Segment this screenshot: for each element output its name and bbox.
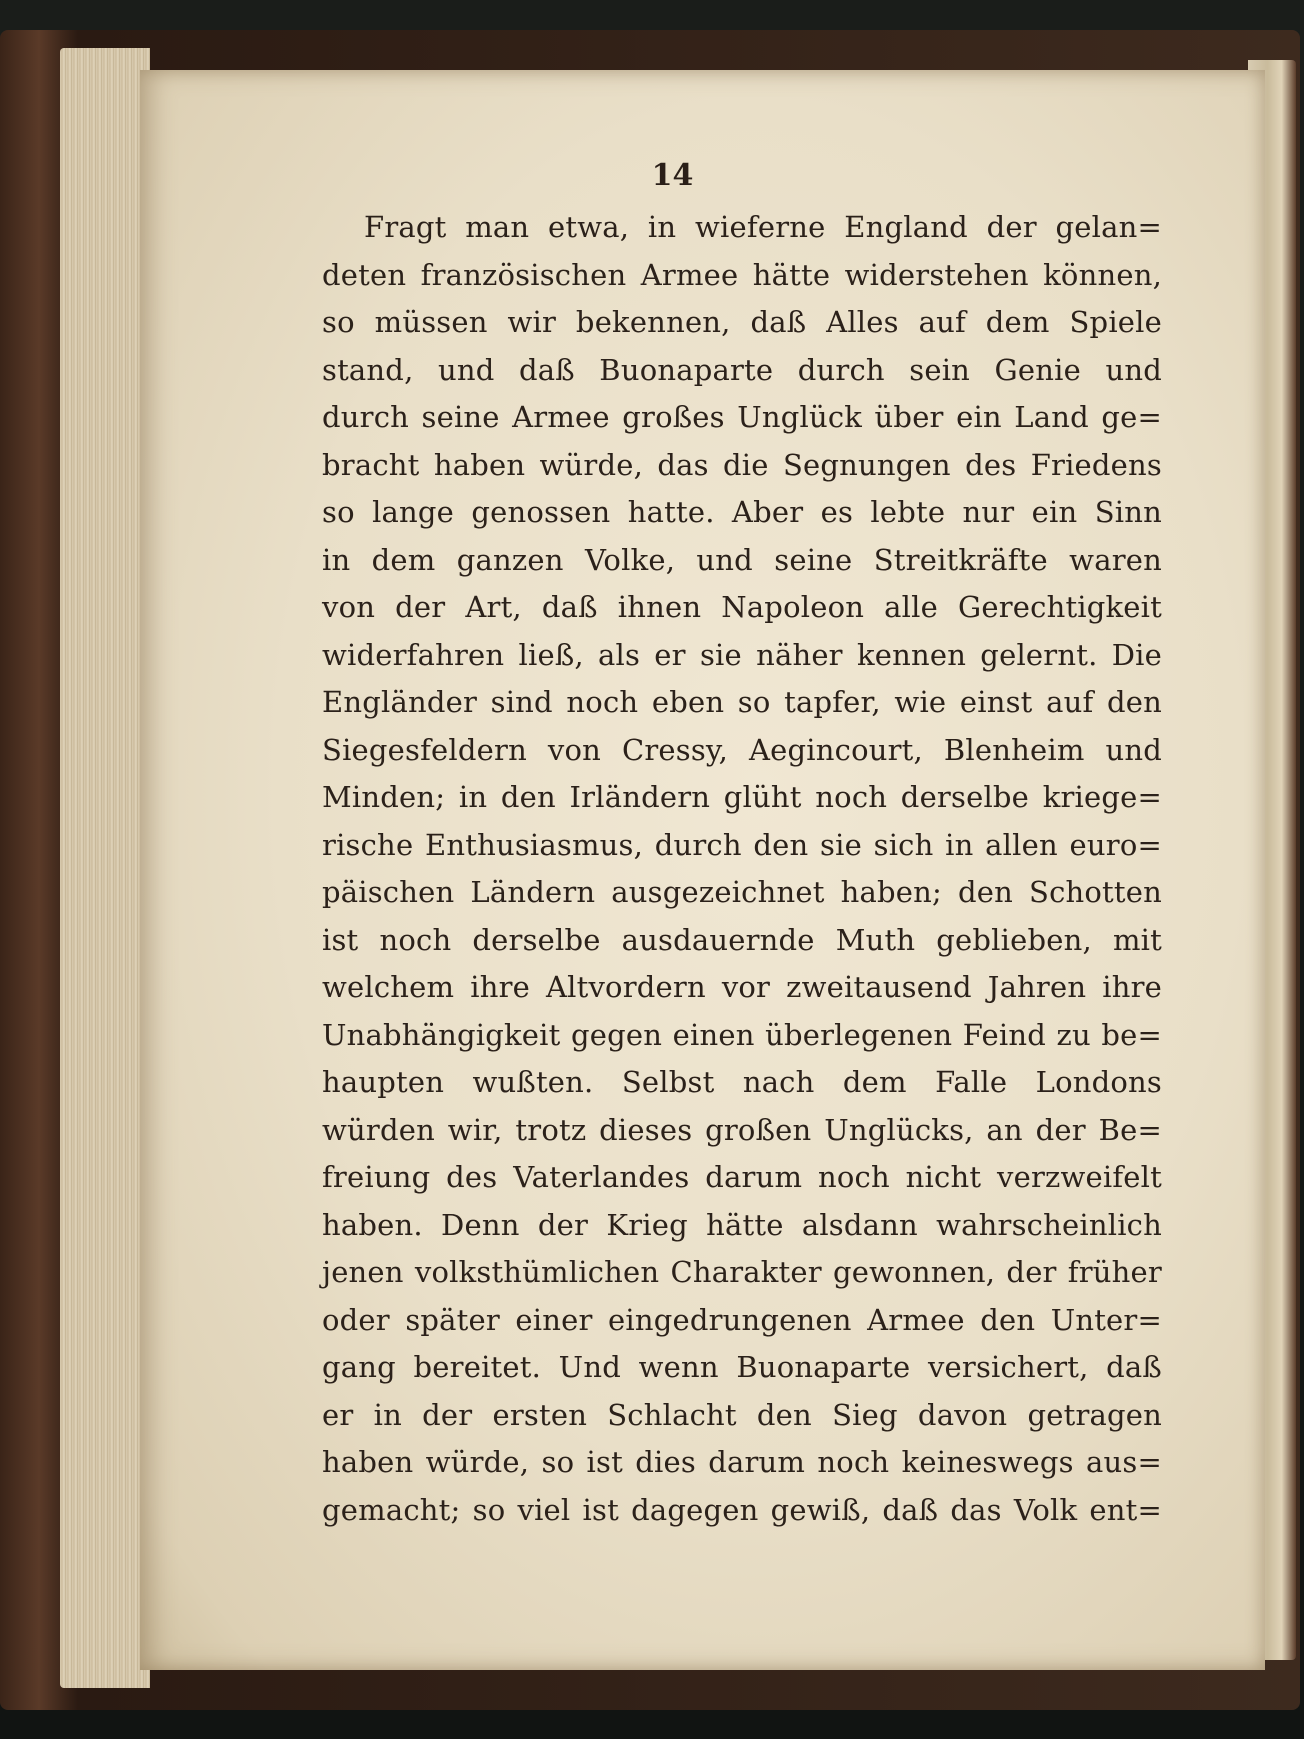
text-line: so müssen wir bekennen, daß Alles auf dem Spiele: [322, 305, 1162, 339]
text-line: Unabhängigkeit gegen einen überlegenen Feind zu be=: [322, 1017, 1162, 1052]
text-line: ist noch derselbe ausdauernde Muth geblieben, mit: [322, 922, 1162, 957]
text-line: von der Art, daß ihnen Napoleon alle Gerechtigkeit: [322, 590, 1162, 624]
text-line: welchem ihre Altvordern vor zweitausend Jahren ihre: [322, 970, 1162, 1004]
text-line: würden wir, trotz dieses großen Unglücks, an der Be=: [322, 1112, 1162, 1147]
text-line: durch seine Armee großes Unglück über ein Land ge=: [322, 400, 1162, 434]
text-line: Fragt man etwa, in wieferne England der gelan=: [364, 210, 1162, 244]
text-line: er in der ersten Schlacht den Sieg davon getragen: [322, 1397, 1162, 1432]
text-line: haupten wußten. Selbst nach dem Falle Londons: [322, 1065, 1162, 1099]
text-line: gang bereitet. Und wenn Buonaparte versichert, daß: [322, 1350, 1162, 1384]
text-line: gemacht; so viel ist dagegen gewiß, daß das Volk ent=: [322, 1492, 1162, 1527]
text-line: päischen Ländern ausgezeichnet haben; den Schotten: [322, 875, 1162, 909]
book-page: [140, 70, 1265, 1670]
text-line: freiung des Vaterlandes darum noch nicht verzweifelt: [322, 1160, 1162, 1194]
text-line: stand, und daß Buonaparte durch sein Genie und: [322, 352, 1162, 387]
text-line: bracht haben würde, das die Segnungen des Friedens: [322, 447, 1162, 482]
text-line: haben. Denn der Krieg hätte alsdann wahrscheinlich: [322, 1207, 1162, 1242]
text-line: deten französischen Armee hätte widerstehen können,: [322, 257, 1162, 292]
text-line: oder später einer eingedrungenen Armee den Unter=: [322, 1302, 1162, 1337]
text-line: jenen volksthümlichen Charakter gewonnen, der früher: [322, 1255, 1162, 1289]
text-line: widerfahren ließ, als er sie näher kennen gelernt. Die: [322, 637, 1162, 672]
page-number: 14: [651, 158, 694, 193]
text-line: in dem ganzen Volke, und seine Streitkräfte waren: [322, 542, 1162, 577]
text-line: Minden; in den Irländern glüht noch derselbe kriege=: [322, 780, 1162, 814]
body-text: [322, 204, 1162, 1534]
text-line: Engländer sind noch eben so tapfer, wie einst auf den: [322, 685, 1162, 719]
text-line: rische Enthusiasmus, durch den sie sich in allen euro=: [322, 827, 1162, 862]
text-line: haben würde, so ist dies darum noch keineswegs aus=: [322, 1445, 1162, 1479]
text-line: Siegesfeldern von Cressy, Aegincourt, Blenheim und: [322, 732, 1162, 767]
text-line: so lange genossen hatte. Aber es lebte nur ein Sinn: [322, 495, 1162, 529]
page-stack-left: [60, 48, 150, 1688]
